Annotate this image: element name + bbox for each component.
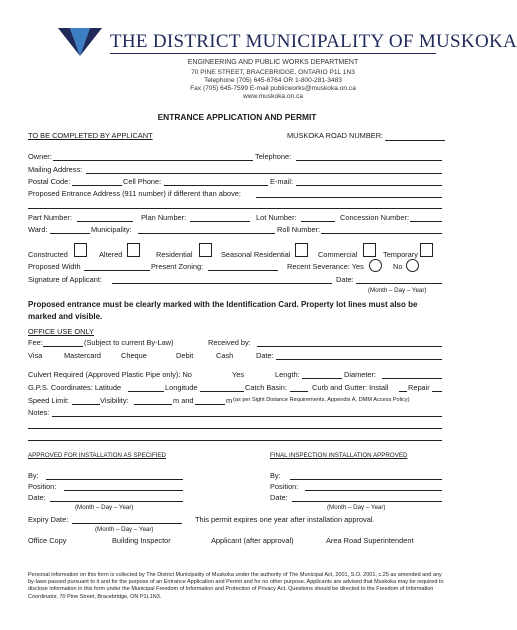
commercial-label: Commercial xyxy=(318,250,358,259)
letterhead-title: THE DISTRICT MUNICIPALITY OF MUSKOKA xyxy=(110,31,517,52)
temporary-checkbox[interactable] xyxy=(420,243,433,257)
seasonal-residential-checkbox[interactable] xyxy=(295,243,308,257)
catch-basin-field[interactable] xyxy=(290,391,308,392)
inspect-position-label: Position: xyxy=(270,482,299,491)
road-number-label: MUSKOKA ROAD NUMBER: xyxy=(287,131,384,140)
road-number-field[interactable] xyxy=(385,140,445,141)
diameter-label: Diameter: xyxy=(344,370,377,379)
department-address: 70 PINE STREET, BRACEBRIDGE, ONTARIO P1L 1N3 xyxy=(191,69,355,76)
concession-number-field[interactable] xyxy=(410,221,442,222)
lot-number-field[interactable] xyxy=(301,221,335,222)
expiry-date-hint: (Month – Day – Year) xyxy=(95,526,154,533)
inspect-date-field[interactable] xyxy=(292,501,442,502)
concession-number-label: Concession Number: xyxy=(340,213,410,222)
privacy-notice: Personal information on this form is collected by The District Municipality of Muskoka under the authority of The Municipal Act, 2001, S.O. 2001, c.25 as amended and any by-laws passed pursuant to it and for the purpose of an Entrance Application and Permit and for no other purpose. Applicants are advised that Muskoka may be required to disclose information in this form under the Municipal Freedom of Information and Protection of Privacy Act. Questions should be directed to the Freedom of Information Coordinator, 70 Pine Street, Bracebridge, ON P1L1N3. xyxy=(28,572,444,600)
notice-text: Proposed entrance must be clearly marked with the Identification Card. Property lot lines must also be marked and visible. xyxy=(28,300,418,321)
payment-debit[interactable]: Debit xyxy=(176,351,194,360)
severance-yes-radio[interactable] xyxy=(369,259,382,272)
seasonal-residential-label: Seasonal Residential xyxy=(221,250,291,259)
department-fax-email: Fax (705) 645-7599 E-mail publicworks@muskoka.on.ca xyxy=(190,85,356,92)
postal-code-field[interactable] xyxy=(72,185,122,186)
notes-field-1[interactable] xyxy=(52,416,442,417)
curb-install-field[interactable] xyxy=(399,391,407,392)
constructed-checkbox[interactable] xyxy=(74,243,87,257)
visibility-label: Visibility: xyxy=(100,396,129,405)
payment-visa[interactable]: Visa xyxy=(28,351,43,360)
received-by-label: Received by: xyxy=(208,338,251,347)
approved-installation-label: APPROVED FOR INSTALLATION AS SPECIFIED xyxy=(28,452,166,459)
expiry-note: This permit expires one year after installation approval. xyxy=(195,515,375,524)
altered-checkbox[interactable] xyxy=(127,243,140,257)
form-title: ENTRANCE APPLICATION AND PERMIT xyxy=(157,112,317,122)
postal-code-label: Postal Code: xyxy=(28,177,71,186)
present-zoning-field[interactable] xyxy=(208,270,278,271)
telephone-field[interactable] xyxy=(296,160,442,161)
received-by-field[interactable] xyxy=(257,346,442,347)
mailing-address-field[interactable] xyxy=(86,173,442,174)
inspect-position-field[interactable] xyxy=(305,490,442,491)
department-name: ENGINEERING AND PUBLIC WORKS DEPARTMENT xyxy=(187,59,359,66)
owner-field[interactable] xyxy=(53,160,253,161)
constructed-label: Constructed xyxy=(28,250,68,259)
copy-office: Office Copy xyxy=(28,536,67,545)
culvert-yes-label: Yes xyxy=(232,370,245,379)
proposed-width-field[interactable] xyxy=(84,270,150,271)
plan-number-label: Plan Number: xyxy=(141,213,187,222)
inspect-by-field[interactable] xyxy=(290,479,442,480)
longitude-field[interactable] xyxy=(200,391,244,392)
payment-mastercard[interactable]: Mastercard xyxy=(64,351,101,360)
email-label: E-mail: xyxy=(270,177,293,186)
department-website: www.muskoka.on.ca xyxy=(242,93,304,100)
repair-label: Repair xyxy=(408,383,430,392)
longitude-label: Longitude xyxy=(165,383,198,392)
fee-label: Fee: xyxy=(28,338,43,347)
cell-phone-field[interactable] xyxy=(164,185,268,186)
payment-cheque[interactable]: Cheque xyxy=(121,351,147,360)
ward-field[interactable] xyxy=(50,233,90,234)
part-number-field[interactable] xyxy=(77,221,133,222)
install-date-field[interactable] xyxy=(50,501,183,502)
speed-limit-label: Speed Limit: xyxy=(28,396,70,405)
payment-cash[interactable]: Cash xyxy=(216,351,234,360)
notes-field-3[interactable] xyxy=(28,440,442,441)
proposed-address-field[interactable] xyxy=(256,197,442,198)
office-use-label: OFFICE USE ONLY xyxy=(28,327,94,336)
visibility-m-and: m and xyxy=(173,396,194,405)
lot-number-label: Lot Number: xyxy=(256,213,297,222)
visibility-field-1[interactable] xyxy=(134,404,172,405)
install-position-field[interactable] xyxy=(64,490,183,491)
notes-label: Notes: xyxy=(28,408,50,417)
telephone-label: Telephone: xyxy=(255,152,292,161)
repair-field[interactable] xyxy=(432,391,442,392)
install-date-label: Date: xyxy=(28,493,46,502)
recent-severance-label: Recent Severance: Yes xyxy=(287,262,364,271)
signature-label: Signature of Applicant: xyxy=(28,275,102,284)
catch-basin-label: Catch Basin: xyxy=(245,383,287,392)
owner-label: Owner: xyxy=(28,152,52,161)
municipality-label: Municipality: xyxy=(91,225,132,234)
copy-building-inspector: Building Inspector xyxy=(112,536,171,545)
altered-label: Altered xyxy=(99,250,123,259)
payment-date-field[interactable] xyxy=(276,359,442,360)
install-date-hint: (Month – Day – Year) xyxy=(75,504,134,511)
copy-applicant: Applicant (after approval) xyxy=(211,536,294,545)
visibility-field-2[interactable] xyxy=(195,404,225,405)
residential-label: Residential xyxy=(156,250,193,259)
fee-subject-note: (Subject to current By-Law) xyxy=(84,338,174,347)
email-field[interactable] xyxy=(296,185,442,186)
municipality-field[interactable] xyxy=(138,233,275,234)
inspect-date-hint: (Month – Day – Year) xyxy=(327,504,386,511)
signature-field[interactable] xyxy=(112,283,332,284)
diameter-field[interactable] xyxy=(382,378,442,379)
notes-field-2[interactable] xyxy=(28,428,442,429)
roll-number-label: Roll Number: xyxy=(277,225,321,234)
length-field[interactable] xyxy=(302,378,342,379)
gps-latitude-label: G.P.S. Coordinates: Latitude xyxy=(28,383,122,392)
visibility-m: m xyxy=(226,396,233,405)
install-by-field[interactable] xyxy=(46,479,183,480)
culvert-label: Culvert Required (Approved Plastic Pipe only): No xyxy=(28,370,192,379)
commercial-checkbox[interactable] xyxy=(363,243,376,257)
signature-date-hint: (Month – Day – Year) xyxy=(368,287,427,294)
curb-gutter-label: Curb and Gutter: Install xyxy=(312,383,389,392)
department-phone: Telephone (705) 645-6764 OR 1-800-281-3483 xyxy=(204,77,342,84)
ward-label: Ward: xyxy=(28,225,48,234)
copy-area-road-superintendent: Area Road Superintendent xyxy=(326,536,414,545)
install-by-label: By: xyxy=(28,471,39,480)
proposed-address-label: Proposed Entrance Address (911 number) if different than above: xyxy=(28,189,241,198)
muskoka-logo xyxy=(56,26,104,58)
plan-number-field[interactable] xyxy=(190,221,250,222)
signature-date-label: Date: xyxy=(336,275,354,284)
residential-checkbox[interactable] xyxy=(199,243,212,257)
fee-field[interactable] xyxy=(43,346,83,347)
speed-limit-field[interactable] xyxy=(72,404,100,405)
mailing-address-label: Mailing Address: xyxy=(28,165,83,174)
inspect-date-label: Date: xyxy=(270,493,288,502)
temporary-label: Temporary xyxy=(383,250,418,259)
part-number-label: Part Number: xyxy=(28,213,72,222)
payment-date-label: Date: xyxy=(256,351,274,360)
install-position-label: Position: xyxy=(28,482,57,491)
length-label: Length: xyxy=(275,370,300,379)
inspect-by-label: By: xyxy=(270,471,281,480)
signature-date-field[interactable] xyxy=(356,283,442,284)
roll-number-field[interactable] xyxy=(321,233,442,234)
final-inspection-label: FINAL INSPECTION INSTALLATION APPROVED xyxy=(270,452,408,459)
proposed-address-field-2[interactable] xyxy=(28,208,442,209)
present-zoning-label: Present Zoning: xyxy=(151,262,204,271)
severance-no-radio[interactable] xyxy=(406,259,419,272)
expiry-date-label: Expiry Date: xyxy=(28,515,69,524)
proposed-width-label: Proposed Width xyxy=(28,262,81,271)
expiry-date-field[interactable] xyxy=(72,523,182,524)
sight-distance-note: (as per Sight Distance Requirements, Appendix A, DMM Access Policy) xyxy=(233,397,410,403)
severance-no-label: No xyxy=(393,262,403,271)
latitude-field[interactable] xyxy=(128,391,164,392)
applicant-section-label: TO BE COMPLETED BY APPLICANT xyxy=(28,131,153,140)
cell-phone-label: Cell Phone: xyxy=(123,177,162,186)
